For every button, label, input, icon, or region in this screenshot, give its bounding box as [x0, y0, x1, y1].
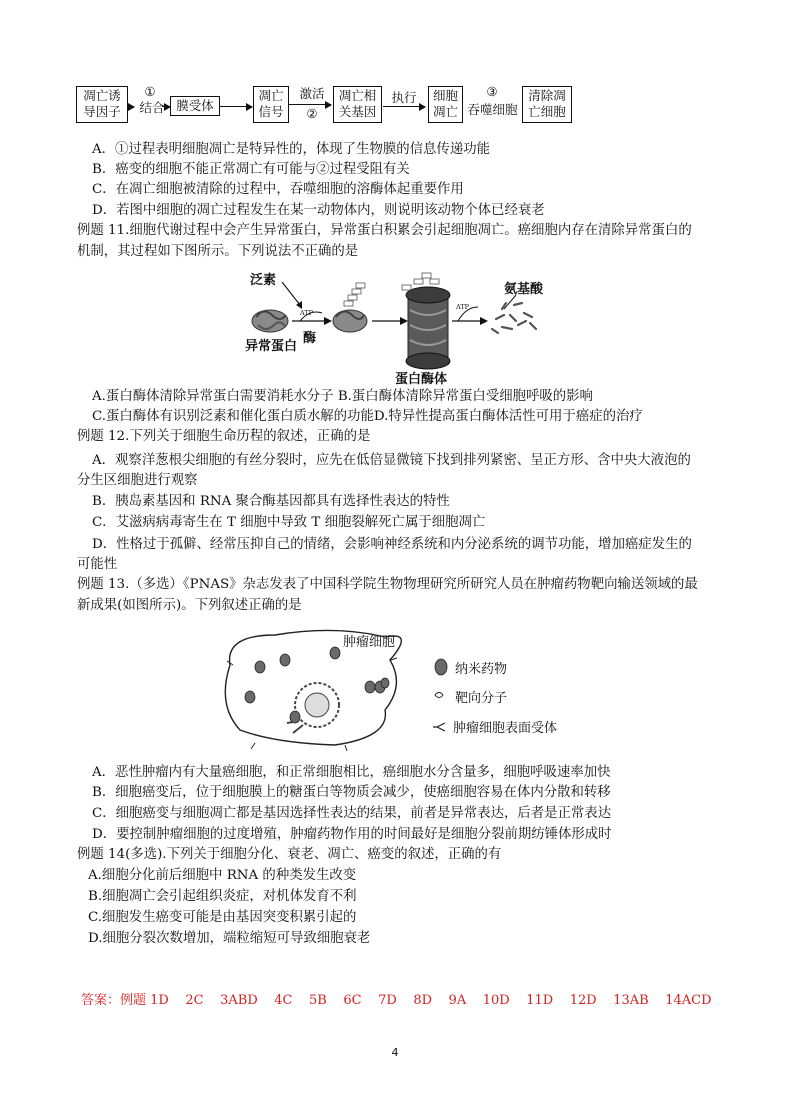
q14-option-a: A.细胞分化前后细胞中 RNA 的种类发生改变 [88, 868, 357, 883]
flow-box-text: 凋亡 [258, 88, 284, 103]
q14-option-c: C.细胞发生癌变可能是由基因突变积累引起的 [88, 910, 357, 925]
q13-figure [215, 625, 595, 755]
flow-box-text: 导因子 [83, 104, 121, 119]
nano-drug-label: 纳米药物 [455, 662, 508, 677]
q13-stem-line2: 新成果(如图所示)。下列叙述正确的是 [77, 598, 302, 613]
q14-option-b: B.细胞凋亡会引起组织炎症，对机体发育不利 [88, 889, 357, 904]
q10-option-a: A．①过程表明细胞凋亡是特异性的，体现了生物膜的信息传递功能 [92, 142, 490, 157]
flow-step3-label: 执行 [391, 90, 417, 105]
flow-arrow [220, 106, 252, 107]
q11-stem-line1: 例题 11.细胞代谢过程中会产生异常蛋白，异常蛋白积累会引起细胞凋亡。癌细胞内存在清除异常蛋白的 [77, 223, 692, 238]
nano-drug-legend-icon [435, 659, 447, 675]
flow-step1-num: ① [144, 84, 156, 99]
surface-receptor-label: 肿瘤细胞表面受体 [453, 721, 558, 736]
proteasome-shape [402, 273, 450, 369]
flow-box-text: 关基因 [338, 104, 377, 119]
ubiquitin-label: 泛素 [250, 273, 277, 288]
flow-arrow [162, 106, 170, 107]
target-molecule-legend-icon [435, 693, 443, 698]
flow-step4-label: 吞噬细胞 [467, 102, 518, 117]
q12-option-b: B．胰岛素基因和 RNA 聚合酶基因都具有选择性表达的特性 [92, 494, 450, 509]
q11-stem-line2: 机制，其过程如下图所示。下列说法不正确的是 [77, 244, 359, 259]
amino-acid-fragments [492, 303, 536, 333]
q12-option-d-cont: 可能性 [77, 557, 118, 572]
q12-stem: 例题 12.下列关于细胞生命历程的叙述，正确的是 [77, 429, 371, 444]
q13-option-d: D．要控制肿瘤细胞的过度增殖，肿瘤药物作用的时间最好是细胞分裂前期纺锤体形成时 [92, 827, 612, 842]
flow-step1-label: 结合 [139, 100, 165, 115]
ubiquitinated-protein-shape [333, 283, 367, 332]
enzyme-label: 酶 [303, 331, 317, 346]
q12-option-c: C．艾滋病病毒寄生在 T 细胞中导致 T 细胞裂解死亡属于细胞凋亡 [92, 515, 486, 530]
q11-options-ab: A.蛋白酶体清除异常蛋白需要消耗水分子 B.蛋白酶体清除异常蛋白受细胞呼吸的影响 [92, 389, 593, 404]
flow-arrow [128, 106, 134, 107]
flow-box-text: 凋亡诱 [83, 88, 121, 103]
q11-options-cd: C.蛋白酶体有识别泛素和催化蛋白质水解的功能D.特异性提高蛋白酶体活性可用于癌症的治疗 [92, 409, 643, 424]
q12-option-d: D．性格过于孤僻、经常压抑自己的情绪，会影响神经系统和内分泌系统的调节功能，增加癌症发生的 [92, 537, 692, 552]
flow-step4-num: ③ [486, 84, 498, 99]
target-molecule-label: 靶向分子 [455, 691, 508, 706]
amino-acid-label: 氨基酸 [504, 282, 544, 297]
flow-box-apoptosis-inducer [76, 86, 128, 123]
abnormal-protein-shape [252, 310, 288, 332]
q13-option-b: B．细胞癌变后，位于细胞膜上的糖蛋白等物质会减少，使癌细胞容易在体内分散和转移 [92, 785, 611, 800]
flow-box-text: 信号 [258, 104, 284, 119]
q11-figure [240, 265, 560, 385]
page-number: 4 [391, 1046, 399, 1059]
flow-box-membrane-receptor [170, 96, 220, 116]
flow-box-text: 清除凋 [528, 88, 566, 103]
answer-key: 答案：例题 1D 2C 3ABD 4C 5B 6C 7D 8D 9A 10D 11D 12D 13AB 14ACD [81, 993, 712, 1008]
proteasome-label: 蛋白酶体 [395, 372, 448, 387]
q10-option-b: B．癌变的细胞不能正常凋亡有可能与②过程受阻有关 [92, 162, 410, 177]
flow-box-text: 亡细胞 [528, 104, 566, 119]
flow-box-clear-cells [522, 86, 572, 123]
flow-box-apoptosis-signal [253, 86, 289, 123]
flow-box-text: 凋亡 [432, 104, 458, 119]
abnormal-protein-label: 异常蛋白 [245, 339, 298, 354]
flow-box-cell-apoptosis [428, 86, 463, 123]
surface-receptor-legend-icon [433, 723, 445, 731]
q13-option-c: C．细胞癌变与细胞凋亡都是基因选择性表达的结果，前者是异常表达，后者是正常表达 [92, 806, 612, 821]
flow-box-text: 细胞 [432, 88, 458, 103]
q13-stem-line1: 例题 13.（多选）《PNAS》杂志发表了中国科学院生物物理研究所研究人员在肿瘤药物靶向输送领域的最 [77, 577, 698, 592]
atp-label-1: ATP [300, 309, 314, 317]
atp-label-2: ATP [456, 303, 470, 311]
q14-option-d: D.细胞分裂次数增加，端粒缩短可导致细胞衰老 [88, 931, 371, 946]
q12-option-a: A．观察洋葱根尖细胞的有丝分裂时，应先在低倍显微镜下找到排列紧密、呈正方形、含中央大液泡的 [92, 453, 691, 468]
q12-option-a-cont: 分生区细胞进行观察 [77, 473, 198, 488]
q10-option-d: D．若图中细胞的凋亡过程发生在某一动物体内，则说明该动物个体已经衰老 [92, 203, 545, 218]
flow-box-apoptosis-genes [333, 86, 382, 123]
q14-stem: 例题 14(多选).下列关于细胞分化、衰老、凋亡、癌变的叙述，正确的有 [77, 847, 502, 862]
flow-box-text: 膜受体 [176, 98, 214, 113]
flow-box-text: 凋亡相 [338, 88, 377, 103]
flow-step2-num: ② [306, 106, 318, 121]
flow-arrow [383, 106, 425, 107]
flow-step2-label: 激活 [299, 86, 325, 101]
flow-arrow [289, 104, 331, 105]
tumor-cell-label: 肿瘤细胞 [343, 635, 396, 650]
q13-option-a: A．恶性肿瘤内有大量癌细胞，和正常细胞相比，癌细胞水分含量多，细胞呼吸速率加快 [92, 765, 611, 780]
q10-option-c: C．在凋亡细胞被清除的过程中，吞噬细胞的溶酶体起重要作用 [92, 182, 464, 197]
